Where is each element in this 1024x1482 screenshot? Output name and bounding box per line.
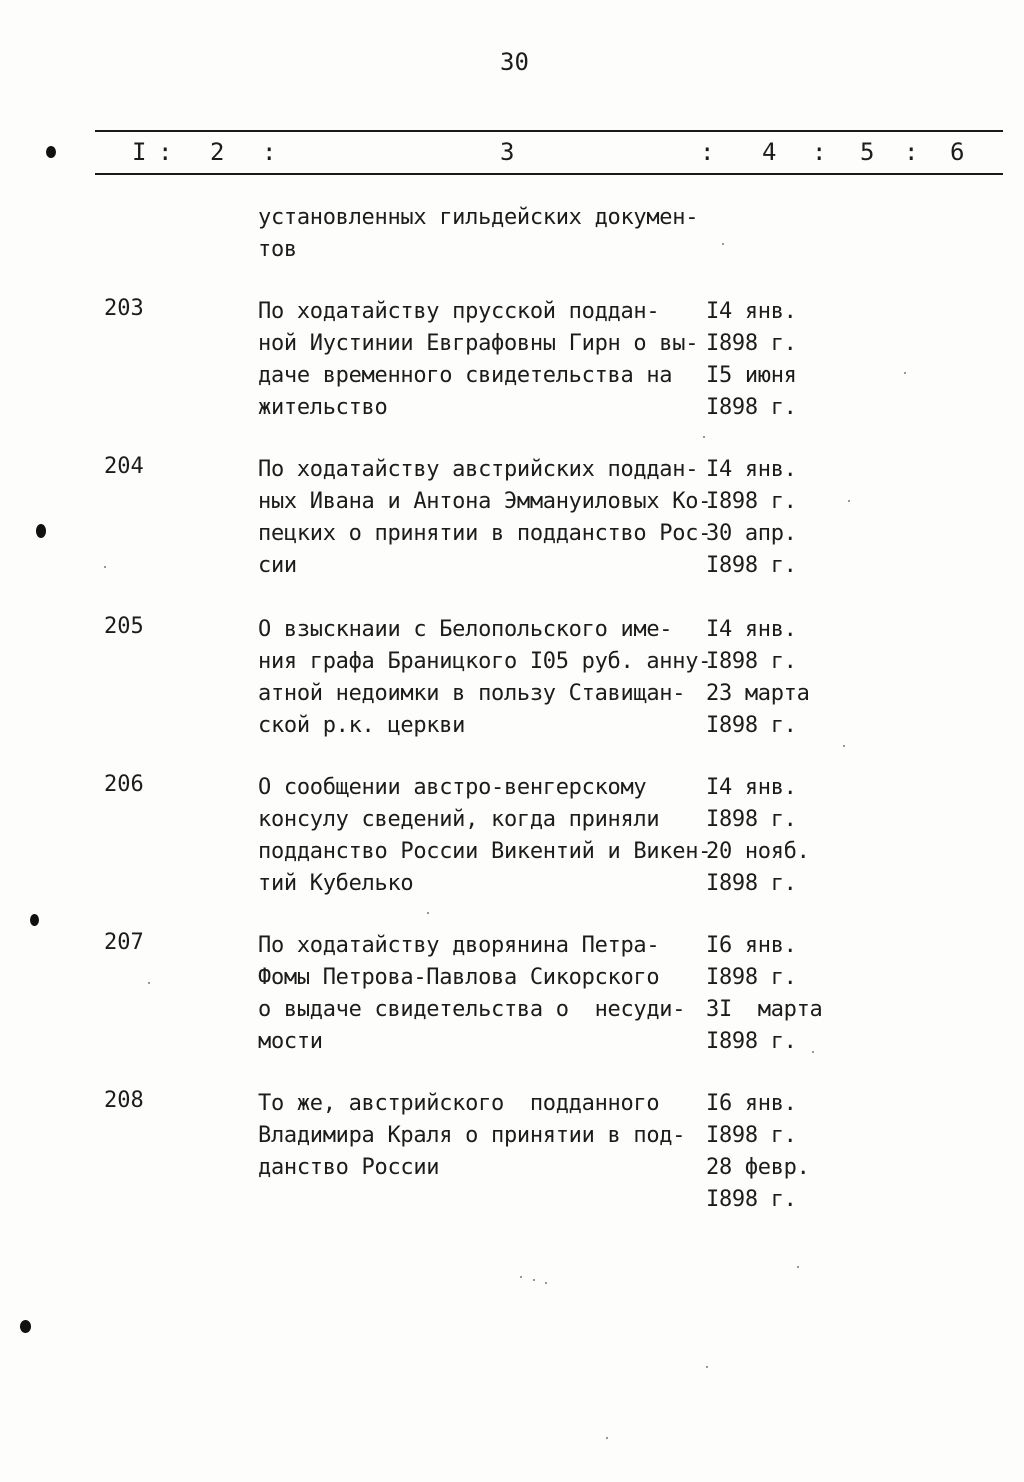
entry-start-date: I4 янв. [706, 617, 797, 642]
entry-text-line: сии [258, 553, 297, 578]
entry-text-line: По ходатайству прусской поддан- [258, 299, 660, 324]
entry-number: 205 [104, 614, 144, 639]
entry-text-line: пецких о принятии в подданство Рос- [258, 521, 712, 546]
entry-end-date: 30 апр. [706, 521, 797, 546]
entry-text-line: По ходатайству дворянина Петра- [258, 933, 660, 958]
entry-start-year: I898 г. [706, 807, 797, 832]
entry-end-year: I898 г. [706, 1029, 797, 1054]
entry-number: 204 [104, 454, 144, 479]
punch-hole-mark [46, 146, 56, 158]
entry-text-line: ской р.к. церкви [258, 713, 466, 738]
entry-end-year: I898 г. [706, 1187, 797, 1212]
entry-text-line: тий Кубелько [258, 871, 414, 896]
entry-start-date: I4 янв. [706, 299, 797, 324]
scan-speck [533, 1279, 535, 1281]
entry-number: 203 [104, 296, 144, 321]
page-number: 30 [500, 48, 529, 76]
punch-hole-mark [36, 524, 46, 538]
entry-text-line: данство России [258, 1155, 440, 1180]
scan-speck [104, 566, 106, 568]
header-separator: : [904, 138, 919, 166]
entry-end-date: 20 нояб. [706, 839, 810, 864]
scan-speck [904, 372, 906, 374]
entry-text-line: ния графа Браницкого I05 руб. анну- [258, 649, 712, 674]
text-line: тов [258, 237, 297, 262]
entry-text-line: По ходатайству австрийских поддан- [258, 457, 699, 482]
entry-text-line: О сообщении австро-венгерскому [258, 775, 647, 800]
text-line: установленных гильдейских докумен- [258, 205, 699, 230]
entry-start-year: I898 г. [706, 965, 797, 990]
header-col-5: 5 [860, 138, 875, 166]
entry-start-date: I4 янв. [706, 457, 797, 482]
scan-speck [812, 1051, 814, 1053]
scan-speck [703, 436, 705, 438]
entry-end-year: I898 г. [706, 395, 797, 420]
entry-text-line: о выдаче свидетельства о несуди- [258, 997, 686, 1022]
entry-text-line: мости [258, 1029, 323, 1054]
entry-number: 207 [104, 930, 144, 955]
entry-end-date: 23 марта [706, 681, 810, 706]
entry-text-line: жительство [258, 395, 388, 420]
scan-speck [148, 982, 150, 984]
header-separator: : [812, 138, 827, 166]
entry-text-line: ной Иустинии Евграфовны Гирн о вы- [258, 331, 699, 356]
scan-speck [797, 1266, 799, 1268]
header-col-6: 6 [950, 138, 965, 166]
punch-hole-mark [20, 1320, 31, 1333]
scan-speck [848, 500, 850, 502]
header-bottom-rule [95, 173, 1003, 175]
entry-end-year: I898 г. [706, 553, 797, 578]
header-separator: : [158, 138, 173, 166]
header-col-2: 2 [210, 138, 225, 166]
scan-speck [706, 1366, 708, 1368]
entry-end-date: 3I марта [706, 997, 823, 1022]
entry-start-year: I898 г. [706, 1123, 797, 1148]
entry-number: 206 [104, 772, 144, 797]
header-top-rule [95, 130, 1003, 132]
header-separator: : [262, 138, 277, 166]
entry-text-line: О взыскнаии с Белопольского име- [258, 617, 673, 642]
entry-start-year: I898 г. [706, 331, 797, 356]
entry-end-year: I898 г. [706, 713, 797, 738]
scan-speck [722, 243, 724, 245]
entry-start-year: I898 г. [706, 489, 797, 514]
entry-end-year: I898 г. [706, 871, 797, 896]
entry-start-date: I4 янв. [706, 775, 797, 800]
scan-speck [520, 1276, 522, 1278]
entry-text-line: даче временного свидетельства на [258, 363, 673, 388]
header-col-4: 4 [762, 138, 777, 166]
entry-start-date: I6 янв. [706, 1091, 797, 1116]
entry-text-line: ных Ивана и Антона Эммануиловых Ко- [258, 489, 712, 514]
entry-number: 208 [104, 1088, 144, 1113]
scan-speck [545, 1282, 547, 1284]
header-separator: : [700, 138, 715, 166]
entry-start-date: I6 янв. [706, 933, 797, 958]
entry-text-line: атной недоимки в пользу Ставищан- [258, 681, 686, 706]
entry-text-line: Фомы Петрова-Павлова Сикорского [258, 965, 660, 990]
header-col-1: I [132, 138, 147, 166]
scan-speck [606, 1437, 608, 1439]
header-col-3: 3 [500, 138, 515, 166]
entry-text-line: консулу сведений, когда приняли [258, 807, 660, 832]
entry-text-line: То же, австрийского подданного [258, 1091, 660, 1116]
entry-end-date: I5 июня [706, 363, 797, 388]
entry-start-year: I898 г. [706, 649, 797, 674]
entry-text-line: подданство России Викентий и Викен- [258, 839, 712, 864]
entry-text-line: Владимира Краля о принятии в под- [258, 1123, 686, 1148]
entry-end-date: 28 февр. [706, 1155, 810, 1180]
scan-speck [843, 745, 845, 747]
scan-speck [427, 912, 429, 914]
punch-hole-mark [30, 914, 39, 926]
